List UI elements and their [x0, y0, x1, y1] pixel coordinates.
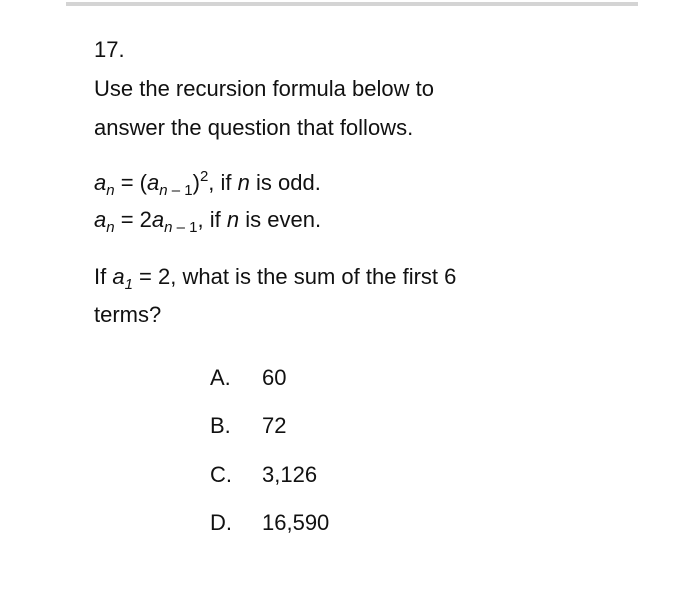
- question-number: 17.: [94, 37, 125, 62]
- formula-condition-prefix: , if: [208, 170, 238, 195]
- formula-equals-open: = (: [114, 170, 147, 195]
- formula-subscript-minus-one: – 1: [172, 219, 198, 236]
- question-intro-line-2: answer the question that follows.: [94, 115, 414, 140]
- prompt-subscript-one: 1: [124, 276, 133, 293]
- answer-choice-d[interactable]: [210, 508, 329, 538]
- choice-letter: C.: [210, 462, 232, 487]
- formula-equals-two: = 2: [114, 207, 152, 232]
- formula-condition-variable: n: [237, 170, 250, 195]
- choice-letter: D.: [210, 510, 232, 535]
- choice-value: 3,126: [262, 462, 318, 487]
- choice-value: 16,590: [262, 510, 330, 535]
- top-divider: [66, 2, 638, 6]
- formula-close-paren: ): [192, 170, 200, 195]
- formula-variable-a: a: [151, 207, 165, 232]
- formula-condition-suffix: is even.: [239, 207, 322, 232]
- recursion-formula-even: [94, 207, 322, 236]
- formula-condition-variable: n: [226, 207, 240, 232]
- formula-condition-suffix: is odd.: [249, 170, 321, 195]
- formula-subscript-n: n: [106, 219, 115, 236]
- answer-choice-a[interactable]: [210, 363, 286, 393]
- choice-letter: A.: [210, 365, 231, 390]
- formula-subscript-n: n: [106, 182, 115, 199]
- formula-subscript-n: n: [164, 219, 173, 236]
- choice-letter: B.: [210, 413, 231, 438]
- prompt-rest: = 2, what is the sum of the first 6: [132, 264, 457, 289]
- choice-value: 60: [262, 365, 287, 390]
- prompt-variable-a: a: [112, 264, 125, 289]
- question-prompt-line-2: terms?: [94, 302, 162, 327]
- answer-choice-c[interactable]: [210, 460, 317, 490]
- recursion-formula-odd: [94, 168, 321, 199]
- formula-subscript-minus-one: – 1: [167, 182, 193, 199]
- question-intro-line-1: Use the recursion formula below to: [94, 76, 434, 101]
- formula-condition-prefix: , if: [197, 207, 227, 232]
- formula-variable-a: a: [94, 170, 107, 195]
- formula-subscript-n: n: [159, 182, 168, 199]
- formula-variable-a: a: [94, 207, 107, 232]
- prompt-if: If: [94, 264, 113, 289]
- formula-exponent: 2: [199, 168, 209, 185]
- answer-choice-b[interactable]: [210, 411, 286, 441]
- question-prompt-line-1: [94, 264, 457, 293]
- formula-variable-a: a: [147, 170, 160, 195]
- choice-value: 72: [262, 413, 287, 438]
